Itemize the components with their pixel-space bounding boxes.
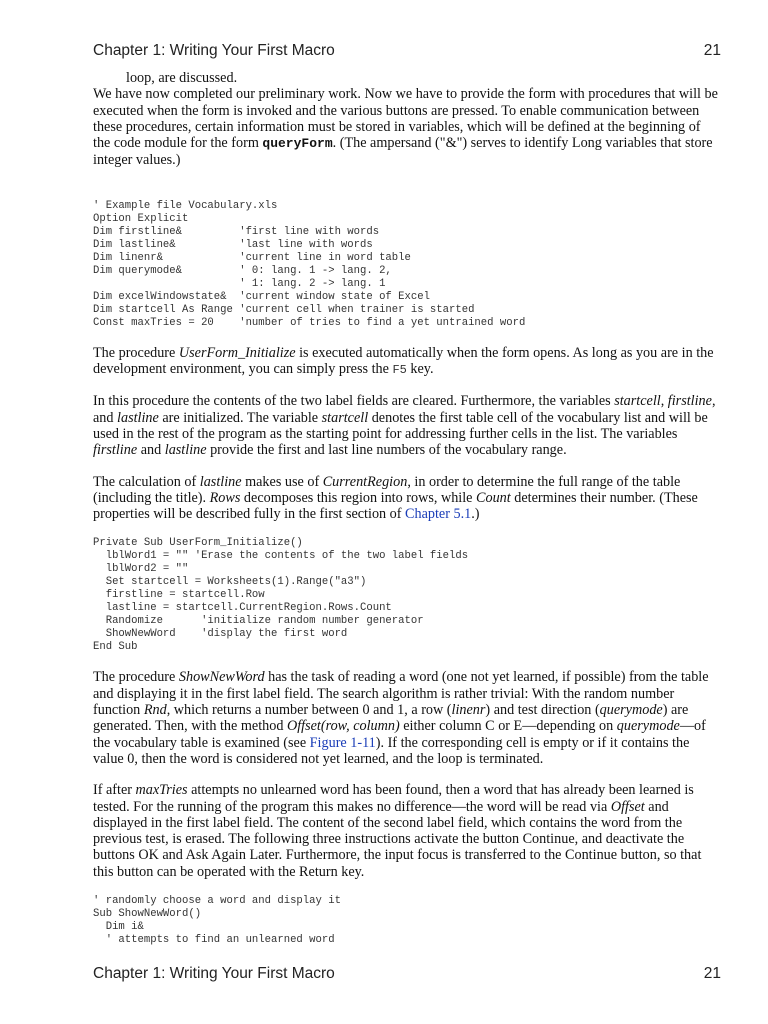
link-figure-1-11[interactable]: Figure 1-11 xyxy=(309,734,376,751)
paragraph-shownewword: The procedure ShowNewWord has the task of reading a word (one not yet learned, if possible) from the table and displaying it in the first label field. The search algorithm is rather trivial: With the random number function Rnd, which returns a number between 0 and 1, a row (linenr) and test direction (querymode) are generated. Then, with the method Offset(row, column) either column C or E—depending on querymode—of the vocabulary table is examined (see Figure 1-11). If the corresponding cell is empty or if it contains the value 0, then the word is considered not yet learned, and the loop is terminated. xyxy=(93,669,709,767)
footer-page-number: 21 xyxy=(703,965,721,982)
paragraph-userform-initialize: The procedure UserForm_Initialize is executed automatically when the form opens. As long as you are in the development environment, you can simply press the F5 key. xyxy=(93,344,714,378)
paragraph-continued: loop, are discussed. xyxy=(126,70,238,86)
code-block-userform-initialize: Private Sub UserForm_Initialize() lblWord1 = "" 'Erase the contents of the two label fields lblWord2 = "" Set startcell = Worksheets(1).Range("a3") firstline = startcell.Row lastline = startcell.CurrentRegion.Rows.Count Randomize 'initialize random number generator ShowNewWord 'display the first word End Sub xyxy=(93,537,469,654)
key-f5: F5 xyxy=(392,363,407,378)
paragraph-variables-intro: We have now completed our preliminary work. Now we have to provide the form with procedures that will be executed when the form is invoked and the various buttons are pressed. To enable communication between these procedures, certain information must be stored in variables, which will be defined at the beginning of the code module for the form queryForm. (The ampersand ("&") serves to identify Long variables that store integer values.) xyxy=(93,86,718,169)
paragraph-label-fields: In this procedure the contents of the two label fields are cleared. Furthermore, the variables startcell, firstline, and lastline are initialized. The variable startcell denotes the first table cell of the vocabulary list and will be used in the rest of the program as the starting point for addressing further cells in the list. The variables firstline and lastline provide the first and last line numbers of the vocabulary range. xyxy=(93,393,716,459)
code-block-shownewword: ' randomly choose a word and display it Sub ShowNewWord() Dim i& ' attempts to find an unlearned word xyxy=(93,895,341,947)
header-page-number: 21 xyxy=(703,42,721,59)
inline-code-queryform: queryForm xyxy=(262,136,333,152)
page-body xyxy=(93,70,721,962)
paragraph-maxtries: If after maxTries attempts no unlearned word has been found, then a word that has already been learned is tested. For the running of the program this makes no difference—the word will be read via Offset and displayed in the first label field. The content of the second label field, which contains the word from the previous test, is erased. The following three instructions activate the button Continue, and deactivate the buttons OK and Ask Again Later. Furthermore, the input focus is transferred to the Continue button, so that this button can be operated with the Return key. xyxy=(93,782,702,880)
page-header xyxy=(93,42,721,60)
link-chapter-5-1[interactable]: Chapter 5.1 xyxy=(405,506,472,523)
page-footer xyxy=(93,965,721,983)
footer-chapter-title: Chapter 1: Writing Your First Macro xyxy=(93,965,335,982)
header-chapter-title: Chapter 1: Writing Your First Macro xyxy=(93,42,335,59)
paragraph-lastline-calculation: The calculation of lastline makes use of CurrentRegion, in order to determine the full range of the table (including the title). Rows decomposes this region into rows, while Count determines their number. (These properties will be described fully in the first section of Chapter 5.1.) xyxy=(93,473,698,523)
code-block-declarations: ' Example file Vocabulary.xls Option Explicit Dim firstline& 'first line with words Dim lastline& 'last line with words Dim linenr& 'current line in word table Dim querymode& ' 0: lang. 1 -> lang. 2, ' 1: lang. 2 -> lang. 1 Dim excelWindowstate& 'current window state of Excel Dim startcell As Range 'current cell when trainer is started Const maxTries = 20 'number of tries to find a yet untrained word xyxy=(93,199,526,329)
